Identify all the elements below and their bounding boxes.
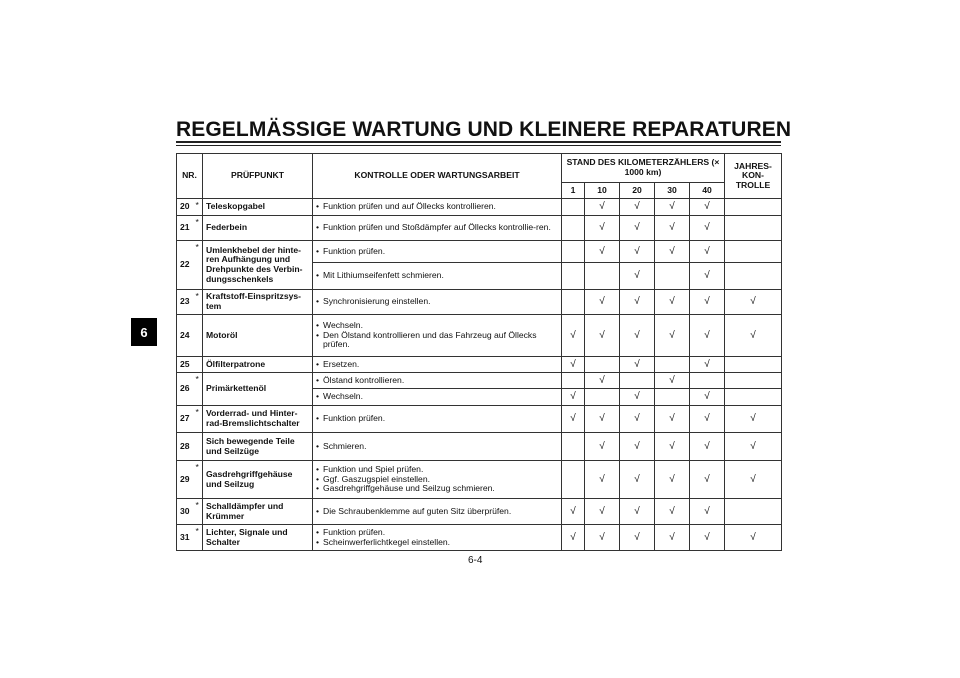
row-number: 23 — [177, 290, 196, 315]
bullet-icon: • — [316, 473, 320, 484]
check-item-name: Sich bewegende Teile und Seilzüge — [203, 433, 313, 461]
check-item-name: Vorderrad- und Hinter-rad-Bremslichtschalter — [203, 406, 313, 433]
bullet-icon: • — [316, 245, 320, 256]
header-task: KONTROLLE ODER WARTUNGSARBEIT — [313, 154, 562, 199]
task-line — [316, 507, 558, 517]
row-number: 21 — [177, 216, 196, 241]
check-item-name: Federbein — [203, 216, 313, 241]
bullet-icon: • — [316, 374, 320, 385]
row-number: 24 — [177, 315, 196, 357]
interval-check: √ — [585, 216, 620, 241]
row-number: 29 — [177, 461, 196, 499]
interval-check — [562, 199, 585, 216]
interval-check — [725, 241, 782, 263]
interval-check — [562, 216, 585, 241]
interval-check: √ — [690, 290, 725, 315]
interval-check: √ — [585, 199, 620, 216]
table-row — [177, 373, 782, 389]
header-nr: NR. — [177, 154, 203, 199]
header-row — [177, 154, 782, 183]
title-rule — [176, 141, 781, 143]
interval-check: √ — [690, 499, 725, 525]
asterisk-mark: * — [196, 241, 203, 290]
row-number: 28 — [177, 433, 196, 461]
interval-check: √ — [620, 241, 655, 263]
page-title: REGELMÄSSIGE WARTUNG UND KLEINERE REPARATUREN — [176, 118, 792, 141]
task-cell — [313, 373, 562, 389]
bullet-icon: • — [316, 329, 320, 340]
interval-check: √ — [655, 461, 690, 499]
interval-check: √ — [690, 461, 725, 499]
interval-check: √ — [690, 357, 725, 373]
table-row — [177, 315, 782, 357]
row-number: 25 — [177, 357, 196, 373]
check-item-name: Motoröl — [203, 315, 313, 357]
interval-check: √ — [690, 525, 725, 551]
task-cell — [313, 461, 562, 499]
task-cell — [313, 216, 562, 241]
table-row — [177, 199, 782, 216]
page-number: 6-4 — [468, 555, 483, 566]
interval-check — [562, 461, 585, 499]
interval-check: √ — [725, 406, 782, 433]
interval-check — [725, 389, 782, 406]
table-row — [177, 357, 782, 373]
interval-check: √ — [690, 315, 725, 357]
bullet-icon: • — [316, 464, 320, 475]
table-row — [177, 525, 782, 551]
interval-check: √ — [562, 357, 585, 373]
table-row — [177, 406, 782, 433]
task-cell — [313, 315, 562, 357]
task-text: Funktion und Spiel prüfen. — [323, 464, 424, 475]
header-odo-1: 1 — [562, 183, 585, 199]
interval-check: √ — [620, 315, 655, 357]
interval-check: √ — [620, 389, 655, 406]
interval-check: √ — [620, 263, 655, 290]
row-number: 27 — [177, 406, 196, 433]
task-line — [316, 538, 558, 548]
interval-check — [562, 433, 585, 461]
task-text: Wechseln. — [323, 320, 363, 331]
interval-check: √ — [562, 389, 585, 406]
task-cell — [313, 525, 562, 551]
header-odometer: STAND DES KILOMETERZÄHLERS (× 1000 km) — [562, 154, 725, 183]
interval-check: √ — [690, 216, 725, 241]
task-text: Ggf. Gaszugspiel einstellen. — [323, 473, 431, 484]
table-row — [177, 290, 782, 315]
row-number: 22 — [177, 241, 196, 290]
interval-check — [725, 373, 782, 389]
asterisk-mark — [196, 357, 203, 373]
bullet-icon: • — [316, 320, 320, 331]
interval-check: √ — [585, 406, 620, 433]
task-cell — [313, 241, 562, 263]
title-rule-thin — [176, 145, 781, 146]
asterisk-mark: * — [196, 461, 203, 499]
interval-check: √ — [655, 216, 690, 241]
interval-check — [725, 263, 782, 290]
task-line — [316, 392, 558, 402]
interval-check: √ — [655, 315, 690, 357]
interval-check — [562, 290, 585, 315]
interval-check: √ — [620, 290, 655, 315]
task-line — [316, 414, 558, 424]
check-item-name: Gasdrehgriffgehäuse und Seilzug — [203, 461, 313, 499]
task-text: Funktion prüfen und Stoßdämpfer auf Öllecks kontrollie-ren. — [323, 222, 551, 233]
interval-check — [655, 389, 690, 406]
interval-check — [562, 373, 585, 389]
check-item-name: Ölfilterpatrone — [203, 357, 313, 373]
bullet-icon: • — [316, 296, 320, 307]
task-line — [316, 202, 558, 212]
interval-check: √ — [725, 461, 782, 499]
interval-check: √ — [655, 290, 690, 315]
interval-check: √ — [655, 241, 690, 263]
bullet-icon: • — [316, 483, 320, 494]
interval-check: √ — [655, 373, 690, 389]
interval-check: √ — [620, 461, 655, 499]
interval-check: √ — [655, 433, 690, 461]
interval-check: √ — [620, 199, 655, 216]
interval-check: √ — [725, 525, 782, 551]
interval-check — [585, 357, 620, 373]
interval-check: √ — [690, 263, 725, 290]
asterisk-mark: * — [196, 290, 203, 315]
maintenance-table — [176, 153, 782, 551]
bullet-icon: • — [316, 270, 320, 281]
interval-check: √ — [690, 241, 725, 263]
asterisk-mark: * — [196, 199, 203, 216]
interval-check — [725, 199, 782, 216]
bullet-icon: • — [316, 440, 320, 451]
task-text: Wechseln. — [323, 391, 363, 402]
task-text: Schmieren. — [323, 440, 367, 451]
interval-check: √ — [585, 373, 620, 389]
interval-check: √ — [620, 406, 655, 433]
task-line — [316, 484, 558, 494]
interval-check: √ — [585, 525, 620, 551]
task-cell — [313, 433, 562, 461]
task-text: Funktion prüfen und auf Öllecks kontrollieren. — [323, 201, 496, 212]
bullet-icon: • — [316, 358, 320, 369]
table-row — [177, 461, 782, 499]
interval-check: √ — [655, 199, 690, 216]
task-line — [316, 331, 558, 350]
header-odo-10: 10 — [585, 183, 620, 199]
table-row — [177, 433, 782, 461]
interval-check: √ — [690, 433, 725, 461]
table-row — [177, 241, 782, 263]
task-cell — [313, 406, 562, 433]
check-item-name: Schalldämpfer und Krümmer — [203, 499, 313, 525]
header-odo-20: 20 — [620, 183, 655, 199]
check-item-name: Kraftstoff-Einspritzsys-tem — [203, 290, 313, 315]
interval-check: √ — [562, 315, 585, 357]
interval-check: √ — [620, 357, 655, 373]
task-line — [316, 247, 558, 257]
task-cell — [313, 357, 562, 373]
header-annual: JAHRES-KON-TROLLE — [725, 154, 782, 199]
interval-check: √ — [690, 406, 725, 433]
interval-check: √ — [620, 499, 655, 525]
task-line — [316, 360, 558, 370]
row-number: 20 — [177, 199, 196, 216]
task-text: Die Schraubenklemme auf guten Sitz überprüfen. — [323, 505, 512, 516]
check-item-name: Primärkettenöl — [203, 373, 313, 406]
header-odo-30: 30 — [655, 183, 690, 199]
interval-check: √ — [562, 406, 585, 433]
task-text: Gasdrehgriffgehäuse und Seilzug schmieren. — [323, 483, 495, 494]
interval-check: √ — [690, 199, 725, 216]
bullet-icon: • — [316, 201, 320, 212]
task-text: Mit Lithiumseifenfett schmieren. — [323, 270, 444, 281]
interval-check — [655, 263, 690, 290]
interval-check — [725, 499, 782, 525]
table-row — [177, 499, 782, 525]
check-item-name: Lichter, Signale und Schalter — [203, 525, 313, 551]
interval-check: √ — [655, 406, 690, 433]
interval-check: √ — [725, 433, 782, 461]
interval-check: √ — [725, 290, 782, 315]
task-cell — [313, 499, 562, 525]
interval-check — [690, 373, 725, 389]
interval-check: √ — [585, 290, 620, 315]
asterisk-mark: * — [196, 406, 203, 433]
interval-check: √ — [620, 525, 655, 551]
task-cell — [313, 199, 562, 216]
bullet-icon: • — [316, 526, 320, 537]
table-body — [177, 199, 782, 551]
task-text: Funktion prüfen. — [323, 413, 386, 424]
interval-check — [562, 263, 585, 290]
check-item-name: Umlenkhebel der hinte-ren Aufhängung und Drehpunkte des Verbin-dungsschenkels — [203, 241, 313, 290]
task-line — [316, 223, 558, 233]
interval-check: √ — [655, 525, 690, 551]
asterisk-mark — [196, 433, 203, 461]
task-cell — [313, 263, 562, 290]
interval-check — [585, 263, 620, 290]
task-text: Ersetzen. — [323, 358, 360, 369]
task-line — [316, 442, 558, 452]
bullet-icon: • — [316, 505, 320, 516]
asterisk-mark: * — [196, 499, 203, 525]
interval-check: √ — [620, 216, 655, 241]
task-text: Den Ölstand kontrollieren und das Fahrzeug auf Öllecks prüfen. — [323, 329, 537, 350]
interval-check: √ — [690, 389, 725, 406]
task-text: Scheinwerferlichtkegel einstellen. — [323, 536, 451, 547]
bullet-icon: • — [316, 413, 320, 424]
interval-check: √ — [585, 461, 620, 499]
task-line — [316, 376, 558, 386]
interval-check — [725, 357, 782, 373]
bullet-icon: • — [316, 222, 320, 233]
task-line — [316, 297, 558, 307]
interval-check: √ — [562, 525, 585, 551]
chapter-tab: 6 — [131, 318, 157, 346]
asterisk-mark — [196, 315, 203, 357]
asterisk-mark: * — [196, 373, 203, 406]
task-text: Funktion prüfen. — [323, 245, 386, 256]
table-row — [177, 216, 782, 241]
header-odo-40: 40 — [690, 183, 725, 199]
interval-check: √ — [562, 499, 585, 525]
interval-check: √ — [585, 433, 620, 461]
task-text: Synchronisierung einstellen. — [323, 296, 431, 307]
interval-check: √ — [585, 499, 620, 525]
asterisk-mark: * — [196, 525, 203, 551]
interval-check: √ — [725, 315, 782, 357]
asterisk-mark: * — [196, 216, 203, 241]
header-item: PRÜFPUNKT — [203, 154, 313, 199]
interval-check: √ — [655, 499, 690, 525]
interval-check: √ — [585, 241, 620, 263]
task-text: Funktion prüfen. — [323, 526, 386, 537]
bullet-icon: • — [316, 391, 320, 402]
check-item-name: Teleskopgabel — [203, 199, 313, 216]
row-number: 31 — [177, 525, 196, 551]
interval-check — [655, 357, 690, 373]
interval-check — [620, 373, 655, 389]
task-cell — [313, 389, 562, 406]
interval-check: √ — [620, 433, 655, 461]
interval-check: √ — [585, 315, 620, 357]
task-cell — [313, 290, 562, 315]
task-line — [316, 271, 558, 281]
bullet-icon: • — [316, 536, 320, 547]
row-number: 26 — [177, 373, 196, 406]
interval-check — [725, 216, 782, 241]
interval-check — [562, 241, 585, 263]
task-text: Ölstand kontrollieren. — [323, 374, 405, 385]
row-number: 30 — [177, 499, 196, 525]
interval-check — [585, 389, 620, 406]
